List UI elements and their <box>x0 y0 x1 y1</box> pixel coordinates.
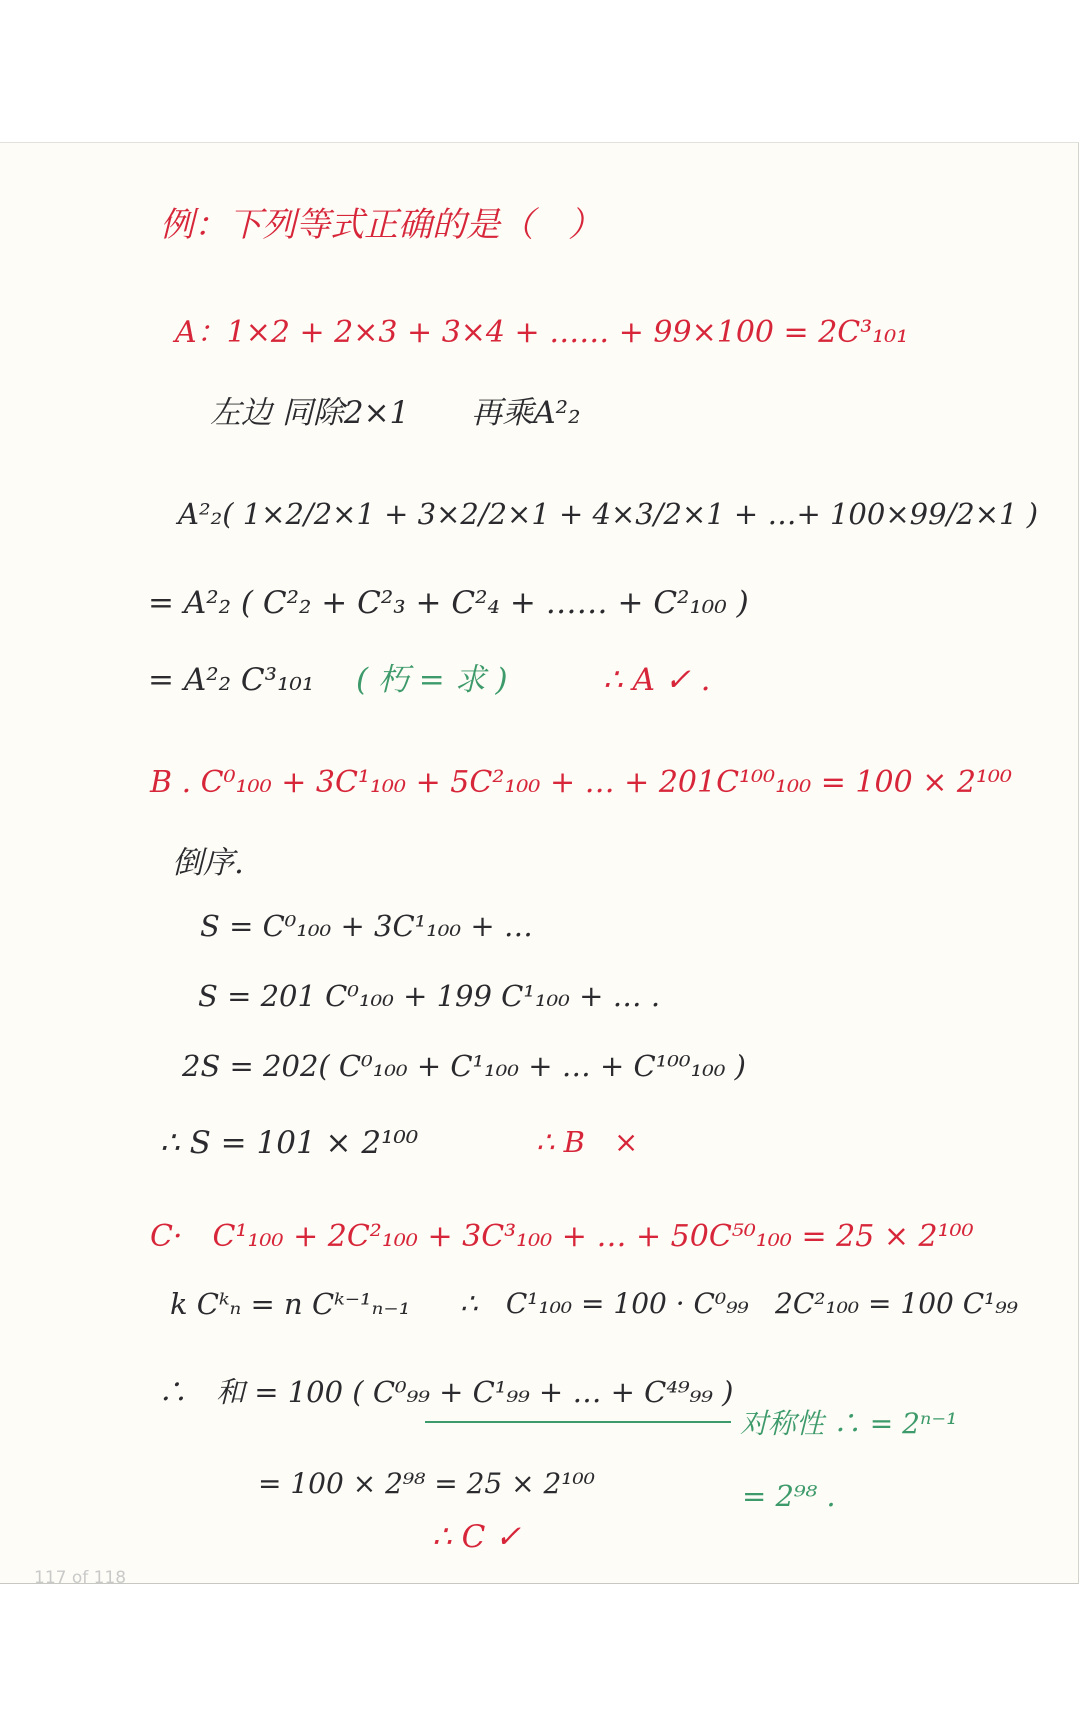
option-b-line1: S = C⁰₁₀₀ + 3C¹₁₀₀ + … <box>200 909 533 943</box>
option-c-statement: C· C¹₁₀₀ + 2C²₁₀₀ + 3C³₁₀₀ + … + 50C⁵⁰₁₀₀ = 25 × 2¹⁰⁰ <box>150 1219 974 1254</box>
option-a-verdict: ∴ A ✓ . <box>603 662 711 698</box>
option-a-step1: 左边 同除2×1 再乘A²₂ <box>210 395 581 431</box>
option-c-identity: k Cᵏₙ = n Cᵏ⁻¹ₙ₋₁ <box>170 1287 411 1321</box>
option-a-statement: A：1×2 + 2×3 + 3×4 + …… + 99×100 = 2C³₁₀₁ <box>175 315 909 350</box>
option-c-sub1: ∴ C¹₁₀₀ = 100 · C⁰₉₉ <box>460 1287 749 1320</box>
option-c-verdict: ∴ C ✓ <box>432 1519 522 1555</box>
option-c-symmetry-result: = 2⁹⁸ . <box>742 1479 836 1513</box>
symmetry-underline <box>425 1421 731 1423</box>
option-b-verdict: ∴ B × <box>536 1125 639 1159</box>
option-b-statement: B . C⁰₁₀₀ + 3C¹₁₀₀ + 5C²₁₀₀ + … + 201C¹⁰⁰₁₀₀ = 100 × 2¹⁰⁰ <box>150 765 1013 800</box>
option-a-step3: = A²₂ ( C²₂ + C²₃ + C²₄ + …… + C²₁₀₀ ) <box>148 585 749 621</box>
option-b-line4: ∴ S = 101 × 2¹⁰⁰ <box>160 1125 419 1161</box>
page-counter: 117 of 118 <box>34 1568 127 1588</box>
option-c-sub2: 2C²₁₀₀ = 100 C¹₉₉ <box>775 1287 1018 1320</box>
option-b-method: 倒序. <box>172 845 244 881</box>
option-a-note: ( 朽 = 求 ) <box>356 662 508 698</box>
option-c-symmetry: 对称性 ∴ = 2ⁿ⁻¹ <box>740 1407 958 1440</box>
option-a-step4: = A²₂ C³₁₀₁ <box>148 662 315 698</box>
note-page <box>0 142 1079 1584</box>
option-a-step2: A²₂( 1×2/2×1 + 3×2/2×1 + 4×3/2×1 + …+ 100×99/2×1 ) <box>178 497 1039 531</box>
option-c-sum: ∴ 和 = 100 ( C⁰₉₉ + C¹₉₉ + … + C⁴⁹₉₉ ) <box>158 1375 734 1409</box>
option-c-result: = 100 × 2⁹⁸ = 25 × 2¹⁰⁰ <box>258 1467 595 1500</box>
option-b-line3: 2S = 202( C⁰₁₀₀ + C¹₁₀₀ + … + C¹⁰⁰₁₀₀ ) <box>182 1049 746 1083</box>
option-b-line2: S = 201 C⁰₁₀₀ + 199 C¹₁₀₀ + … . <box>198 979 661 1013</box>
example-heading: 例：下列等式正确的是（ ） <box>160 205 602 245</box>
